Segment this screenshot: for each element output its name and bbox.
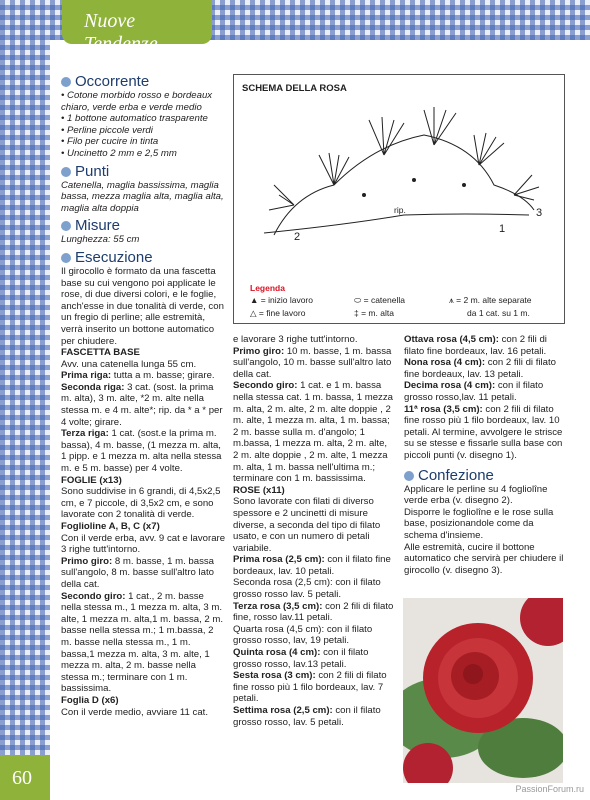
list-item: • Uncinetto 2 mm e 2,5 mm [61,148,226,160]
rose-6: Sesta rosa (3 cm): con 2 fili di filato fine rosso più 1 filo bordeaux, lav. 7 petali. [233,670,387,705]
primo-giro-d: Primo giro: 10 m. basse, 1 m. bassa sull'angolo, 10 m. basse sull'altro lato della cat. [233,345,392,380]
row-1: Prima riga: tutta a m. basse; girare. [61,370,215,382]
list-item: • 1 bottone automatico trasparente [61,113,226,125]
secondo-giro: Secondo giro: 1 cat., 2 m. basse nella stessa m., 1 mezza m. alta, 3 m. alte, 1 mezza m. alta,1 m. bassa, 2 m. basse nella stessa m.; 1 m.bassa, 2 m. basse nella stessa m., 1 m. bassa,1 mezza m. alta, 3 m. alte, 1 mezza m. alta, 2 m. basse nella stessa m.; terminare con 1 m. bassissima. [61,590,224,695]
label-1: 1 [499,223,506,235]
rose-diagram [233,74,565,324]
rose-5: Quinta rosa (4 cm): con il filato grosso rosso, lav.13 petali. [233,647,369,670]
rose-2: Seconda rosa (2,5 cm): con il filato grosso rosso lav. 5 petali. [233,577,381,601]
column-2 [233,334,395,728]
rose-heading: ROSE (x11) [233,484,285,496]
legend-malta: ‡ = m. alta [354,308,394,318]
legend-alte-2: da 1 cat. su 1 m. [467,308,530,318]
rose-7: Settima rosa (2,5 cm): con il filato grosso rosso, lav. 5 petali. [233,705,381,728]
rose-text: Sono lavorate con filati di diverso spessore e 2 uncinetti di misure diverse, a seconda del tipo di filato usato, e con un numero di petali variabile. [233,496,381,554]
rose-11: 11ª rosa (3,5 cm): con 2 fili di filato fine rosso più 1 filo bordeaux, lav. 10 petali. Al termine, avvolgere le strisce su se stesse e fissarle sulla base con piccoli punti (v. disegno 1). [404,403,563,461]
row-3: Terza riga: 1 cat. (sost.e la prima m. bassa), 4 m. basse, (1 mezza m. alta, 1 pipp. e 1 mezza m. alta nella stessa m. e 5 m. basse) per 4 volte. [61,428,222,475]
rose-8: Ottava rosa (4,5 cm): con 2 fili di filato fine bordeaux, lav. 16 petali. [404,334,547,357]
label-3: 3 [536,207,543,219]
occorrente-heading: Occorrente [61,74,226,90]
legend-fine: △ = fine lavoro [250,308,306,318]
rose-10: Decima rosa (4 cm): con il filato grosso rosso,lav. 11 petali. [404,380,544,403]
section-tab [62,0,212,55]
foglia-d-heading: Foglia D (x6) [61,694,119,706]
confezione-text-2: Disporre le fogliolîne e le rose sulla base, posizionandole come da schema d'insieme. [404,506,554,541]
rose-3: Terza rosa (3,5 cm): con 2 fili di filato fine, rosso lav.11 petali. [233,600,394,624]
rose-photo [403,598,563,783]
rose-9: Nona rosa (4 cm): con 2 fili di filato fine bordeaux, lav. 13 petali. [404,357,556,380]
bullet-dot-icon [404,471,414,481]
rose-1: Prima rosa (2,5 cm): con il filato fine bordeaux, lav. 10 petali. [233,554,391,577]
foglia-d-text: Con il verde medio, avviare 11 cat. [61,706,208,718]
foglie-heading: FOGLIE (x13) [61,474,122,486]
bullet-dot-icon [61,77,71,87]
confezione-heading: Confezione [404,468,564,484]
column-1 [61,74,226,718]
fascetta-heading: FASCETTA BASE [61,347,140,359]
bullet-dot-icon [61,167,71,177]
column-3 [404,334,564,576]
legend-alte-1: ⩚ = 2 m. alte separate [449,295,532,305]
section-title: Nuove Tendenze [84,10,158,55]
foglia-d-cont: e lavorare 3 righe tutt'intorno. [233,334,358,345]
punti-text: Catenella, maglia bassissima, maglia bassa, mezza maglia alta, maglia alta, maglia alta doppia [61,179,224,214]
esecuzione-intro: Il girocollo è formato da una fascetta base su cui vengono poi applicate le rose, di due diversi colori, e le foglie, anch'esse in due tonalità di verde, con un fregio di perline; alle estremità, verrà inserito un bottone automatico per chiudere. [61,265,224,347]
rose-chart-svg [234,75,564,275]
foglie-text: Sono suddivise in 6 grandi, di 4,5x2,5 cm, e 7 piccole, di 3,5x2 cm, e sono lavorate con 2 tonalità di verde. [61,486,221,521]
legend-title: Legenda [250,283,285,293]
confezione-text-1: Applicare le perline su 4 fogliolîne verde erba (v. disegno 2). [404,483,548,507]
legend-inizio: ▲ = inizio lavoro [250,295,313,305]
page-number: 60 [12,767,32,789]
row-2: Seconda riga: 3 cat. (sost. la prima m. alta), 3 m. alte, *2 m. alte nella stessa m. e 4 m. alte*; rip. da * a * per 4 volte; girare. [61,381,223,428]
left-gingham-band [0,0,50,800]
rose-4: Quarta rosa (4,5 cm): con il filato grosso rosso, lav, 19 petali. [233,623,373,647]
fogliolîne-text: Con il verde erba, avv. 9 cat e lavorare 3 righe tutt'intorno. [61,532,226,556]
confezione-text-3: Alle estremità, cucire il bottone automatico che servirà per chiudere il girocollo (v. disegno 3). [404,541,564,576]
page-number-box [0,755,50,800]
misure-text: Lunghezza: 55 cm [61,234,140,246]
bullet-dot-icon [61,221,71,231]
diagram-title: SCHEMA DELLA ROSA [242,83,347,94]
bullet-dot-icon [61,253,71,263]
fogliolîne-heading: Foglioline A, B, C (x7) [61,521,160,532]
esecuzione-heading: Esecuzione [61,250,226,266]
materials-list [61,90,226,160]
punti-heading: Punti [61,164,226,180]
secondo-giro-d: Secondo giro: 1 cat. e 1 m. bassa nella stessa cat. 1 m. bassa, 1 mezza m. alta, 2 m. alte, 2 m. alte doppie , 2 m. alte, 1 mezza m. alta, 1 m. bassa; 2 m. basse sulla m. d'angolo; 1 m.bassa, 1 mezza m. alta, 2 m. alte, 2 m. alte doppie , 2 m. alte, 1 mezza m. alta, 1 m. bassa nell'ultima m.; terminare con 1 m. bassissima. [233,380,393,485]
legend-catenella: ⬭ = catenella [354,295,405,305]
list-item: • Perline piccole verdi [61,125,226,137]
label-2: 2 [294,231,301,243]
label-rip: rip. [394,205,406,215]
list-item: • Filo per cucire in tinta [61,136,226,148]
list-item: • Cotone morbido rosso e bordeaux chiaro, verde erba e verde medio [61,90,226,113]
misure-heading: Misure [61,218,226,234]
watermark: PassionForum.ru [515,784,584,794]
fascetta-text: Avv. una catenella lunga 55 cm. [61,358,197,370]
primo-giro: Primo giro: 8 m. basse, 1 m. bassa sull'angolo, 8 m. basse sull'altro lato della cat. [61,555,215,590]
